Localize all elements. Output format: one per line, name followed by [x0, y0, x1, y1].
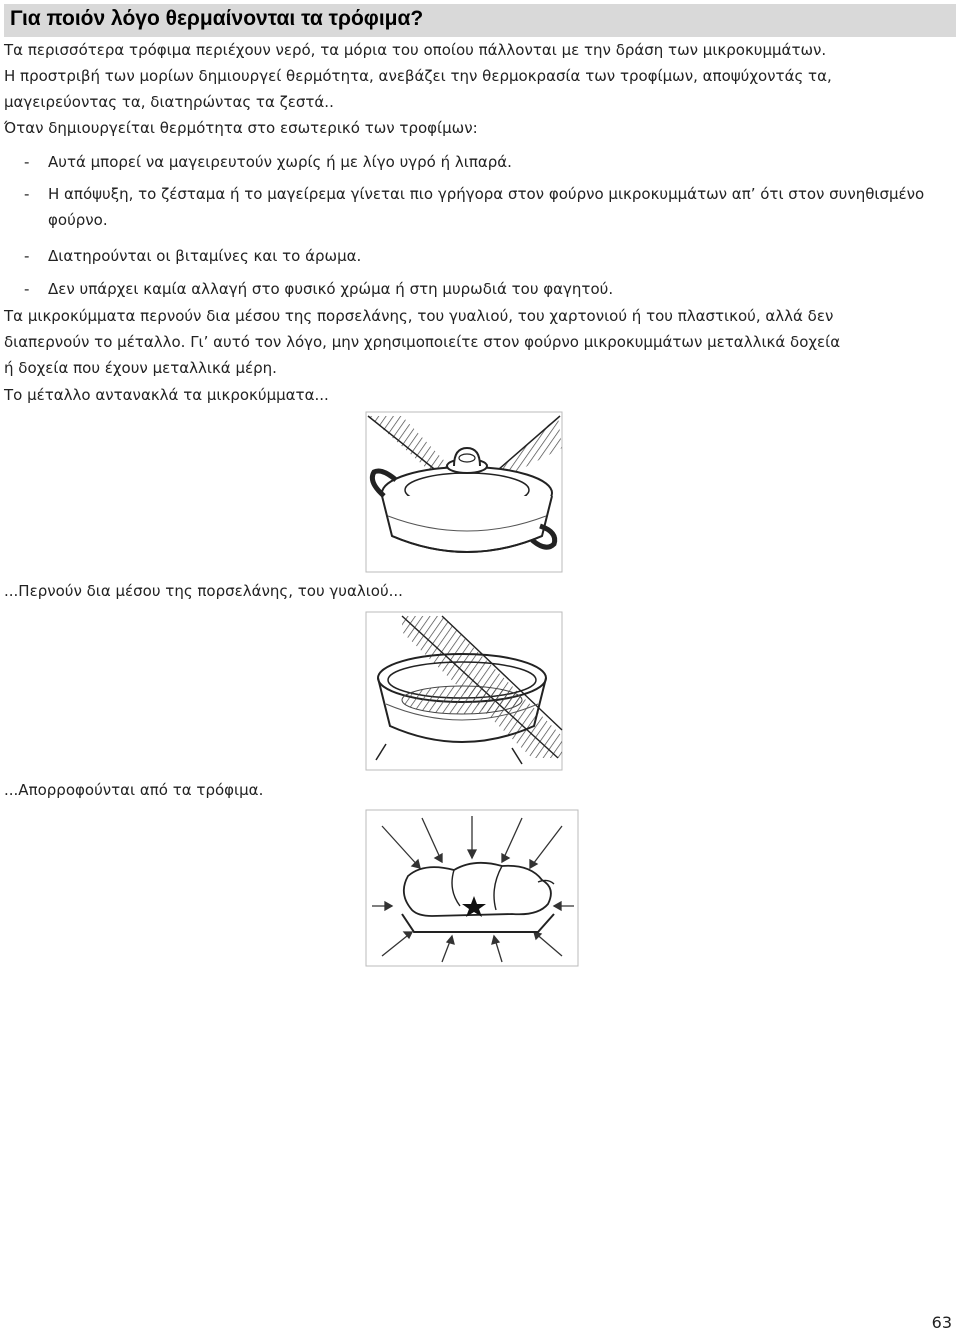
bullet-dash: -: [24, 153, 30, 171]
bullet-text: Δεν υπάρχει καμία αλλαγή στο φυσικό χρώμα ή στη μυρωδιά του φαγητού.: [48, 280, 614, 298]
metal-pot-figure: [362, 408, 572, 578]
intro-line-3: μαγειρεύοντας τα, διατηρώντας τα ζεστά..: [4, 93, 334, 111]
porcelain-dish-figure: [362, 608, 572, 776]
bullet-item: [24, 149, 954, 175]
caption-absorb: ...Απορροφούνται από τα τρόφιμα.: [4, 781, 264, 799]
intro-line-1: Τα περισσότερα τρόφιμα περιέχουν νερό, τα μόρια του οποίου πάλλονται με την δράση των μικροκυμμάτων.: [4, 41, 827, 59]
bullet-text: Διατηρούνται οι βιταμίνες και το άρωμα.: [48, 247, 362, 265]
body-line-3: ή δοχεία που έχουν μεταλλικά μέρη.: [4, 359, 277, 377]
intro-line-2: Η προστριβή των μορίων δημιουργεί θερμότητα, ανεβάζει την θερμοκρασία των τροφίμων, αποψύχοντάς τα,: [4, 67, 832, 85]
page-heading: Για ποιόν λόγο θερμαίνονται τα τρόφιμα?: [10, 7, 424, 30]
heading-bar: [4, 4, 956, 37]
caption-pass: ...Περνούν δια μέσου της πορσελάνης, του γυαλιού...: [4, 582, 403, 600]
food-absorption-figure: [362, 806, 584, 972]
intro-line-4: Όταν δημιουργείται θερμότητα στο εσωτερικό των τροφίμων:: [4, 119, 478, 137]
bullet-text: Αυτά μπορεί να μαγειρευτούν χωρίς ή με λίγο υγρό ή λιπαρά.: [48, 153, 512, 171]
bullet-item: [24, 243, 954, 269]
bullet-text: Η απόψυξη, το ζέσταμα ή το μαγείρεμα γίνεται πιο γρήγορα στον φούρνο μικροκυμμάτων απ’ ότι στον συνηθισμένο φούρνο.: [48, 185, 925, 229]
body-line-1: Τα μικροκύμματα περνούν δια μέσου της πορσελάνης, του γυαλιού, του χαρτονιού ή του πλαστικού, αλλά δεν: [4, 307, 834, 325]
bullet-dash: -: [24, 280, 30, 298]
bullet-item: [24, 181, 954, 233]
bullet-dash: -: [24, 247, 30, 265]
bullet-dash: -: [24, 185, 30, 203]
body-line-2: διαπερνούν το μέταλλο. Γι’ αυτό τον λόγο, μην χρησιμοποιείτε στον φούρνο μικροκυμμάτων μεταλλικά δοχεία: [4, 333, 841, 351]
page-number: 63: [931, 1313, 952, 1332]
caption-metal: Το μέταλλο αντανακλά τα μικροκύμματα...: [4, 386, 329, 404]
bullet-item: [24, 276, 954, 302]
